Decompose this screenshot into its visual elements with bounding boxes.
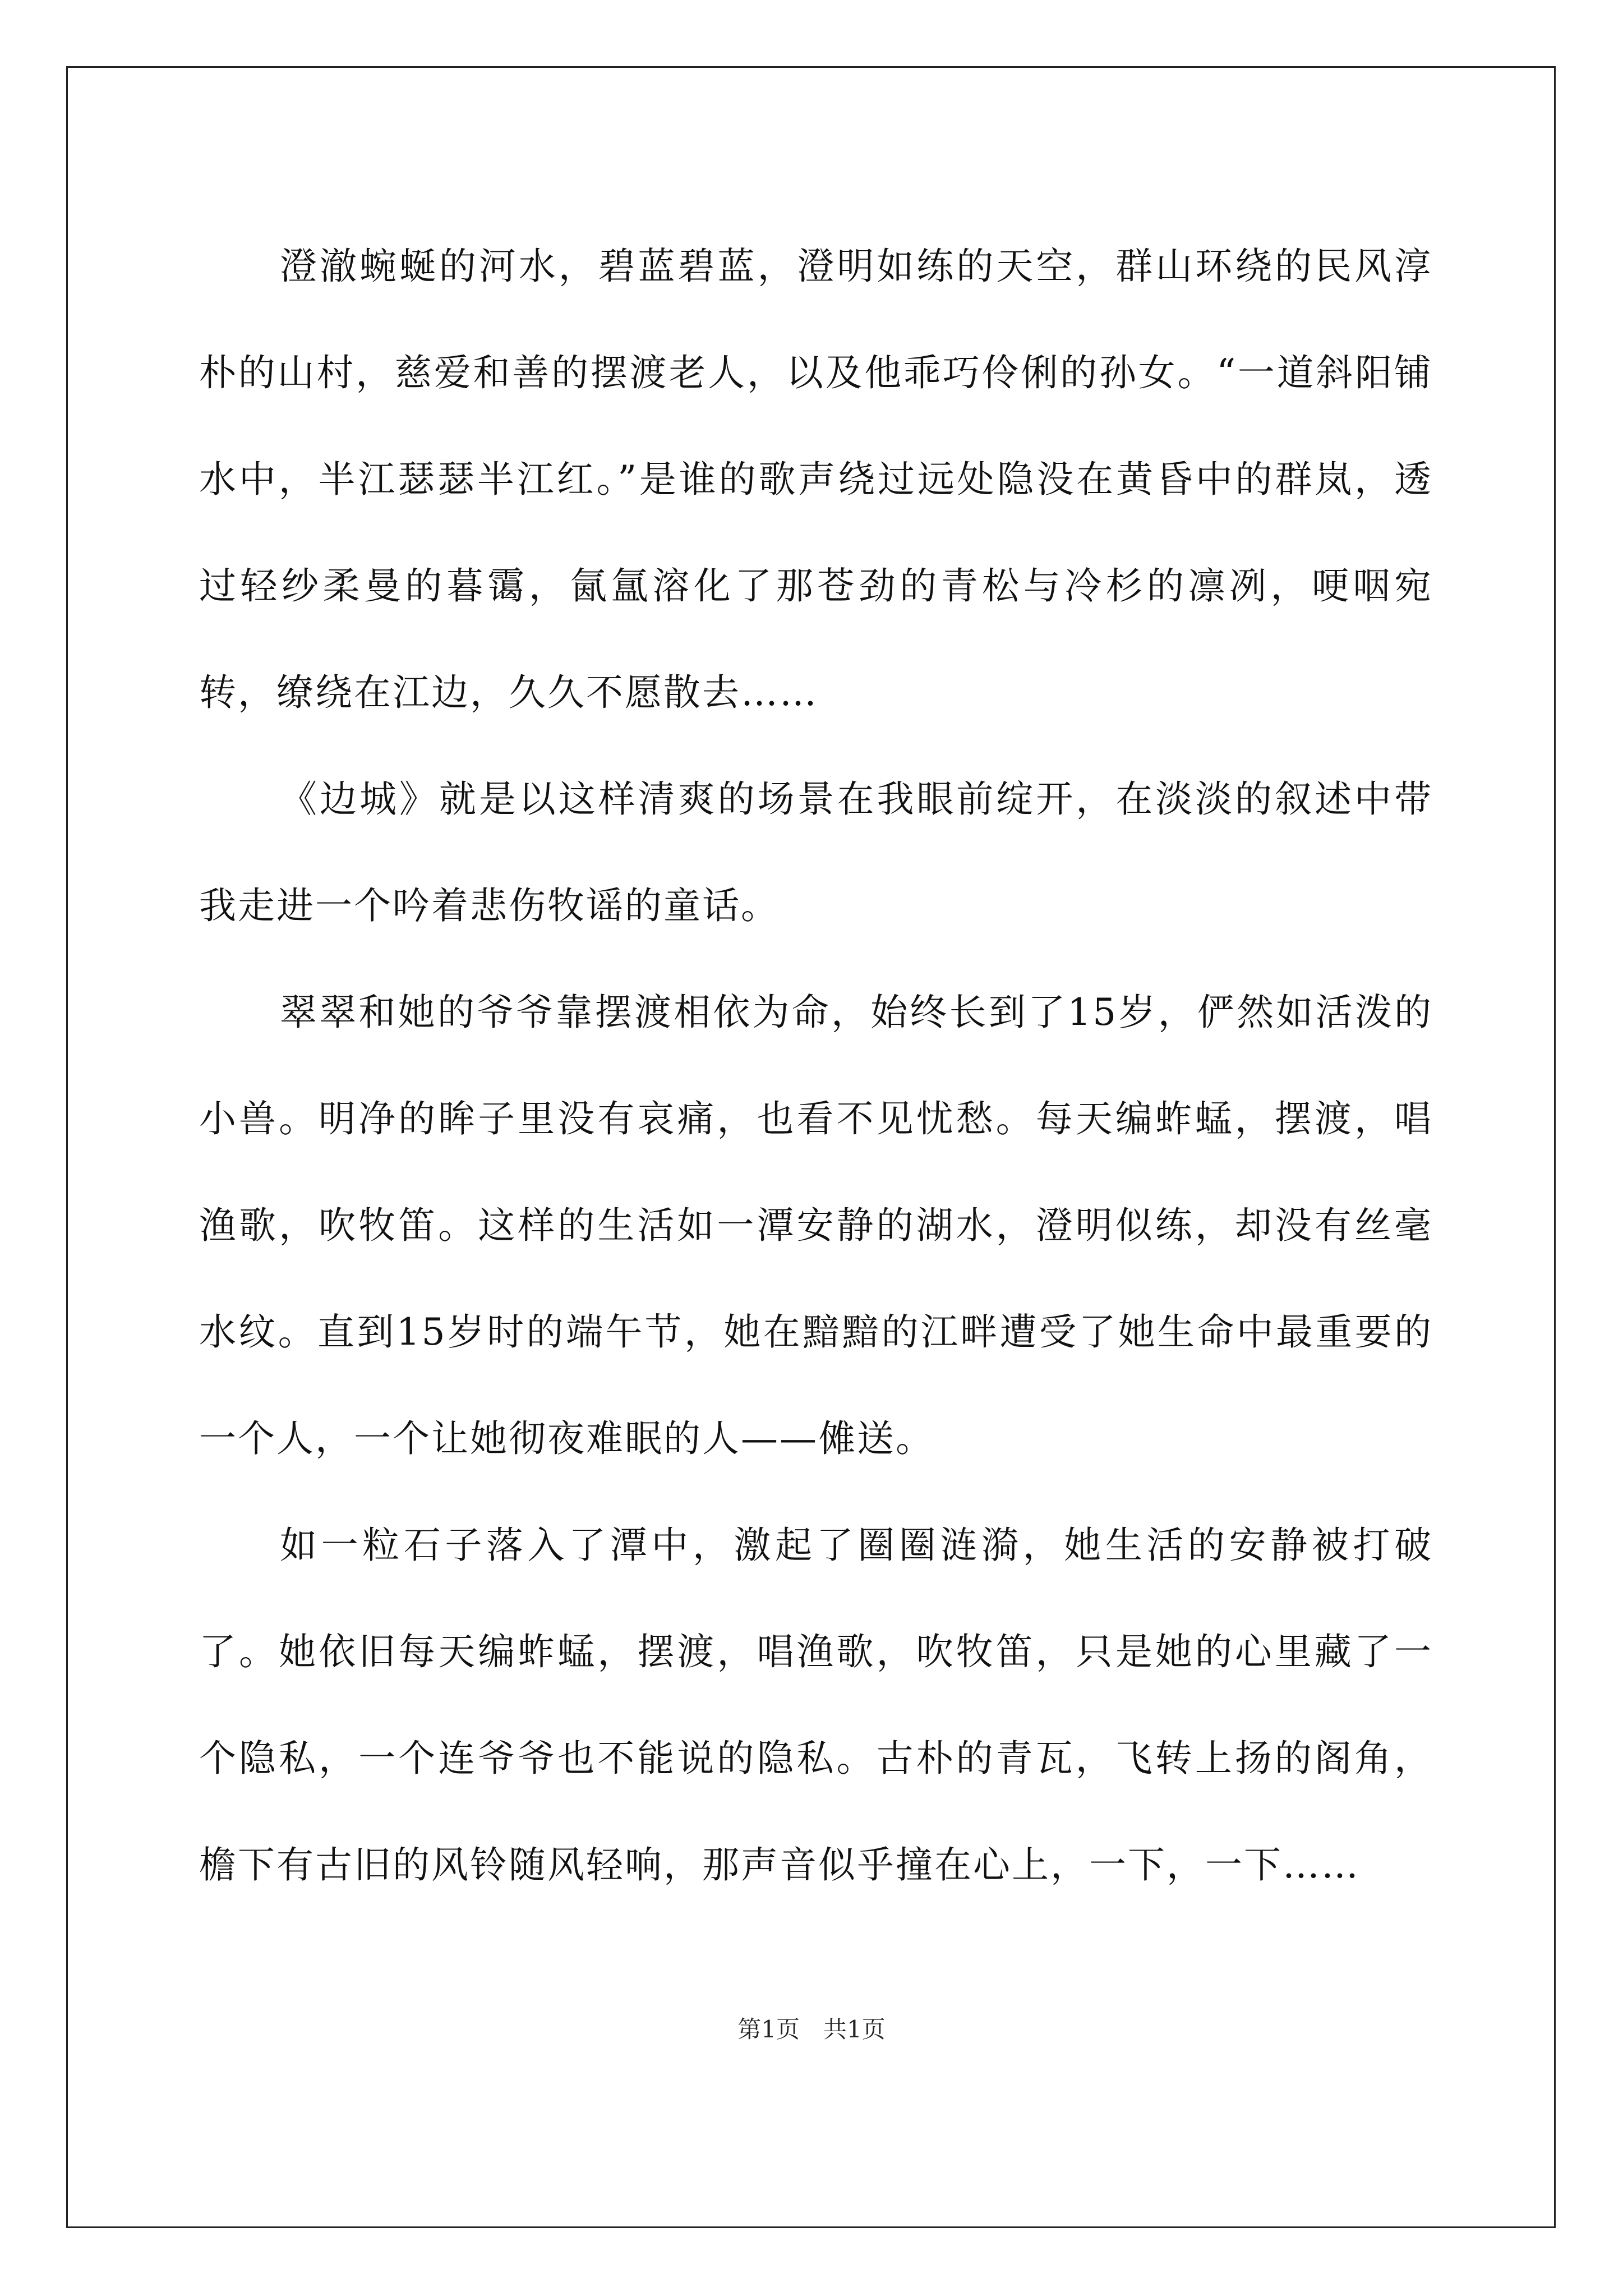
document-body [199, 213, 1433, 1918]
paragraph-3: 翠翠和她的爷爷靠摆渡相依为命，始终长到了15岁，俨然如活泼的小兽。明净的眸子里没有哀痛，也看不见忧愁。每天编蚱蜢，摆渡，唱渔歌，吹牧笛。这样的生活如一潭安静的湖水，澄明似练，却没有丝毫水纹。直到15岁时的端午节，她在黯黯的江畔遭受了她生命中最重要的一个人，一个让她彻夜难眠的人——傩送。 [199, 991, 1433, 1460]
paragraph-4: 如一粒石子落入了潭中，激起了圈圈涟漪，她生活的安静被打破了。她依旧每天编蚱蜢，摆渡，唱渔歌，吹牧笛，只是她的心里藏了一个隐私，一个连爷爷也不能说的隐私。古朴的青瓦，飞转上扬的阁角，檐下有古旧的风铃随风轻响，那声音似乎撞在心上，一下，一下…… [199, 1524, 1433, 1887]
paragraph-1: 澄澈蜿蜒的河水，碧蓝碧蓝，澄明如练的天空，群山环绕的民风淳朴的山村，慈爱和善的摆渡老人，以及他乖巧伶俐的孙女。“一道斜阳铺水中，半江瑟瑟半江红。”是谁的歌声绕过远处隐没在黄昏中的群岚，透过轻纱柔曼的暮霭，氤氲溶化了那苍劲的青松与冷杉的凛冽，哽咽宛转，缭绕在江边，久久不愿散去…… [199, 245, 1433, 714]
page-footer: 第1页 共1页 [737, 2016, 886, 2043]
paragraph-2: 《边城》就是以这样清爽的场景在我眼前绽开，在淡淡的叙述中带我走进一个吟着悲伤牧谣的童话。 [199, 777, 1433, 927]
